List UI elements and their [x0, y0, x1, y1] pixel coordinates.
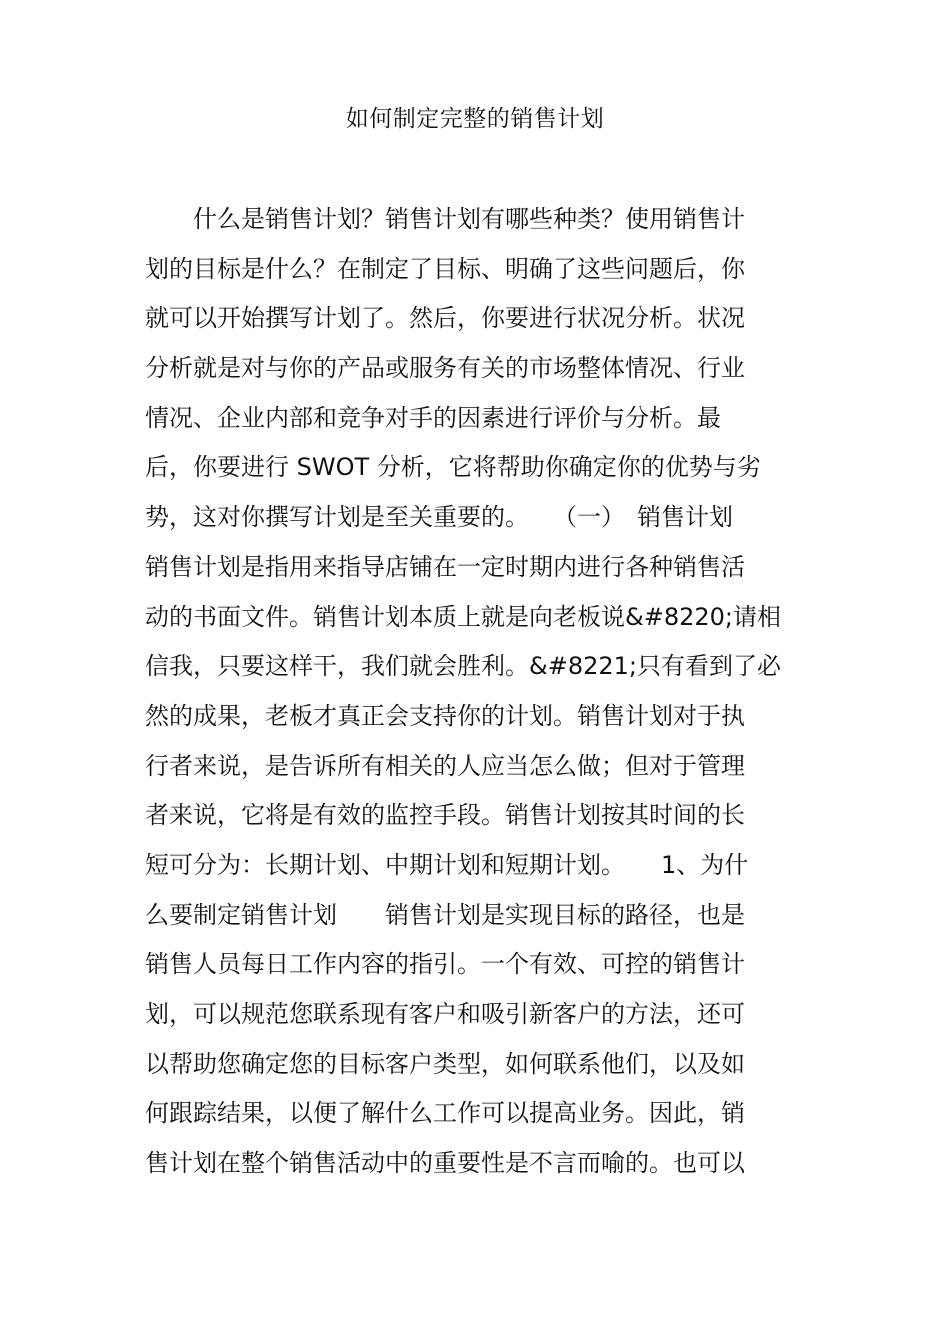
body-line: 行者来说，是告诉所有相关的人应当怎么做；但对于管理	[145, 751, 745, 780]
body-line: 情况、企业内部和竞争对手的因素进行评价与分析。最	[145, 403, 721, 432]
body-line: 者来说，它将是有效的监控手段。销售计划按其时间的长	[145, 801, 745, 830]
body-line: 信我，只要这样干，我们就会胜利。&#8221;只有看到了必	[145, 652, 781, 681]
body-line: 以帮助您确定您的目标客户类型，如何联系他们，以及如	[145, 1049, 745, 1078]
body-line: 势，这对你撰写计划是至关重要的。 （一） 销售计划	[145, 503, 733, 532]
body-line: 短可分为：长期计划、中期计划和短期计划。 1、为什	[145, 850, 749, 879]
body-line: 划的目标是什么？在制定了目标、明确了这些问题后，你	[145, 254, 745, 283]
body-line: 么要制定销售计划 销售计划是实现目标的路径，也是	[145, 900, 745, 929]
body-line: 售计划在整个销售活动中的重要性是不言而喻的。也可以	[145, 1149, 745, 1178]
body-line: 销售计划是指用来指导店铺在一定时期内进行各种销售活	[145, 552, 745, 581]
body-line: 就可以开始撰写计划了。然后，你要进行状况分析。状况	[145, 304, 745, 333]
body-line: 然的成果，老板才真正会支持你的计划。销售计划对于执	[145, 701, 745, 730]
document-body	[145, 195, 805, 1189]
body-line: 动的书面文件。销售计划本质上就是向老板说&#8220;请相	[145, 602, 781, 631]
document-title: 如何制定完整的销售计划	[345, 106, 605, 132]
body-line: 划，可以规范您联系现有客户和吸引新客户的方法，还可	[145, 1000, 745, 1028]
body-line: 何跟踪结果，以便了解什么工作可以提高业务。因此，销	[145, 1099, 745, 1128]
body-line: 后，你要进行 SWOT 分析，它将帮助你确定你的优势与劣	[145, 453, 761, 482]
body-line: 销售人员每日工作内容的指引。一个有效、可控的销售计	[145, 950, 745, 979]
body-line: 分析就是对与你的产品或服务有关的市场整体情况、行业	[145, 354, 745, 383]
body-line: 什么是销售计划？销售计划有哪些种类？使用销售计	[145, 205, 745, 233]
